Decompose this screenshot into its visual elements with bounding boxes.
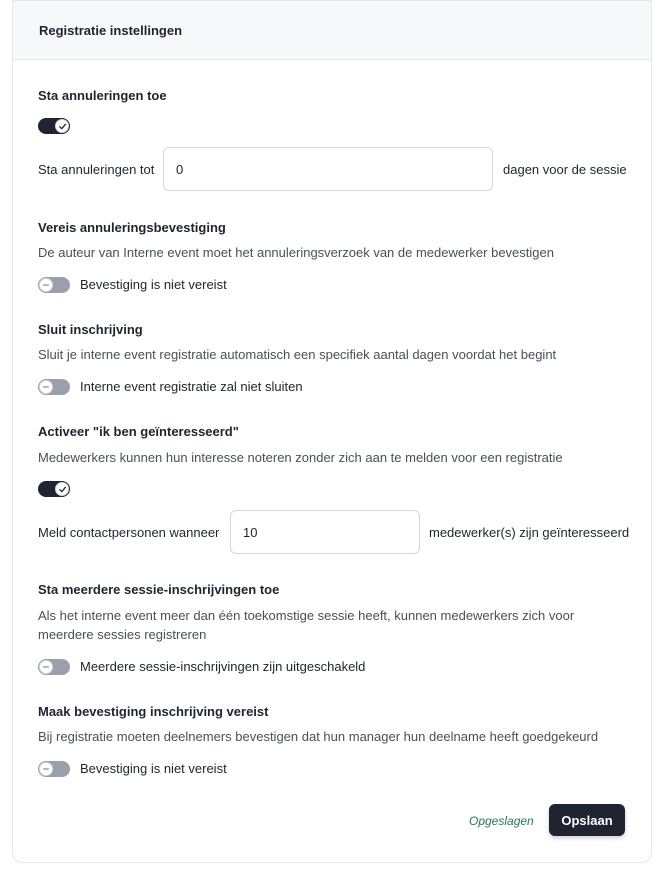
close-registration-toggle-label: Interne event registratie zal niet sluiten bbox=[80, 379, 303, 394]
interested-toggle[interactable] bbox=[38, 481, 70, 497]
manager-approval-toggle[interactable] bbox=[38, 761, 70, 777]
card-header bbox=[13, 0, 651, 60]
close-registration-title: Sluit inschrijving bbox=[38, 322, 143, 337]
manager-approval-description: Bij registratie moeten deelnemers bevestigen dat hun manager hun deelname heeft goedgekeurd bbox=[38, 729, 599, 744]
cancellations-title: Sta annuleringen toe bbox=[38, 88, 167, 103]
minus-icon bbox=[42, 383, 50, 391]
toggle-knob bbox=[55, 482, 69, 496]
toggle-knob bbox=[39, 762, 53, 776]
check-icon bbox=[58, 485, 67, 494]
interested-threshold-input[interactable] bbox=[230, 510, 420, 554]
multi-session-description-line1: Als het interne event meer dan één toekomstige sessie heeft, kunnen medewerkers zich voor bbox=[38, 608, 575, 623]
multi-session-description-line2: meerdere sessies registreren bbox=[38, 627, 207, 642]
cancel-confirmation-title: Vereis annuleringsbevestiging bbox=[38, 220, 226, 235]
check-icon bbox=[58, 122, 67, 131]
cancel-confirmation-description: De auteur van Interne event moet het annuleringsverzoek van de medewerker bevestigen bbox=[38, 245, 554, 260]
cancellation-days-input[interactable] bbox=[163, 147, 493, 191]
interested-suffix: medewerker(s) zijn geïnteresseerd bbox=[429, 525, 630, 540]
manager-approval-toggle-label: Bevestiging is niet vereist bbox=[80, 761, 227, 776]
multi-session-toggle[interactable] bbox=[38, 659, 70, 675]
cancellations-toggle[interactable] bbox=[38, 118, 70, 134]
interested-title: Activeer "ik ben geïnteresseerd" bbox=[38, 424, 239, 439]
toggle-knob bbox=[39, 278, 53, 292]
cancellations-prefix: Sta annuleringen tot bbox=[38, 162, 155, 177]
interested-prefix: Meld contactpersonen wanneer bbox=[38, 525, 220, 540]
saved-status: Opgeslagen bbox=[469, 814, 534, 828]
page-title: Registratie instellingen bbox=[39, 22, 183, 38]
close-registration-description: Sluit je interne event registratie automatisch een specifiek aantal dagen voordat het begint bbox=[38, 347, 557, 362]
minus-icon bbox=[42, 663, 50, 671]
cancel-confirmation-toggle-label: Bevestiging is niet vereist bbox=[80, 277, 227, 292]
minus-icon bbox=[42, 281, 50, 289]
minus-icon bbox=[42, 765, 50, 773]
interested-description: Medewerkers kunnen hun interesse noteren zonder zich aan te melden voor een registratie bbox=[38, 450, 563, 465]
toggle-knob bbox=[39, 380, 53, 394]
multi-session-title: Sta meerdere sessie-inschrijvingen toe bbox=[38, 582, 280, 597]
close-registration-toggle[interactable] bbox=[38, 379, 70, 395]
cancellations-suffix: dagen voor de sessie bbox=[503, 162, 627, 177]
save-button[interactable]: Opslaan bbox=[549, 804, 625, 836]
cancel-confirmation-toggle[interactable] bbox=[38, 277, 70, 293]
toggle-knob bbox=[55, 119, 69, 133]
toggle-knob bbox=[39, 660, 53, 674]
manager-approval-title: Maak bevestiging inschrijving vereist bbox=[38, 704, 269, 719]
multi-session-toggle-label: Meerdere sessie-inschrijvingen zijn uitgeschakeld bbox=[80, 659, 366, 674]
